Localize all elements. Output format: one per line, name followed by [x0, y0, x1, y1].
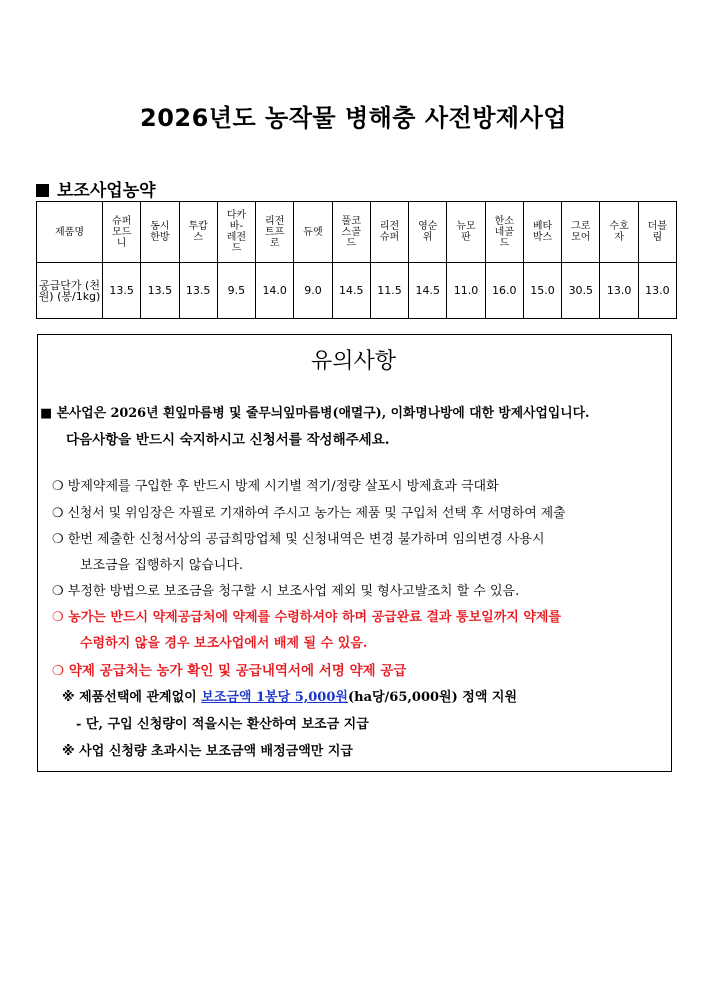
circle-bullet-icon: ❍: [52, 479, 64, 494]
page-title: 2026년도 농작물 병해충 사전방제사업: [140, 104, 567, 132]
price-cell: 30.5: [562, 263, 600, 319]
intro-text-1: 본사업은 2026년 흰잎마름병 및 줄무늬잎마름병(애멸구), 이화명나방에 대한 방제사업입니다.: [56, 406, 590, 421]
note-1-sub: - 단, 구입 신청량이 적을시는 환산하여 보조금 지급: [76, 717, 369, 732]
price-cell: 14.0: [256, 263, 294, 319]
notice-box: [37, 334, 672, 772]
product-name-cell: 다카바-레전드: [217, 202, 255, 263]
price-cell: 9.5: [217, 263, 255, 319]
notice-item-text: 부정한 방법으로 보조금을 청구할 시 보조사업 제외 및 형사고발조치 할 수 있음.: [67, 584, 520, 599]
reference-mark-icon: ※: [62, 744, 75, 759]
price-cell: 13.0: [600, 263, 638, 319]
notice-item-text: 방제약제를 구입한 후 반드시 방제 시기별 적기/정량 살포시 방제효과 극대화: [67, 479, 499, 494]
reference-mark-icon: ※: [62, 690, 75, 705]
note-2: [62, 740, 353, 759]
product-name-cell: 동시한방: [141, 202, 179, 263]
notice-item-1: [52, 475, 499, 494]
product-name-row: [37, 202, 677, 263]
notice-title: 유의사항: [310, 349, 396, 374]
product-name-cell: 듀엣: [294, 202, 332, 263]
notice-item-5: [52, 606, 561, 625]
intro-line-1: [40, 402, 589, 421]
note-1-text-a: 제품선택에 관계없이: [79, 690, 202, 705]
product-name-cell: 리전트프로: [256, 202, 294, 263]
price-cell: 13.0: [638, 263, 676, 319]
note-2-text: 사업 신청량 초과시는 보조금액 배정금액만 지급: [79, 744, 353, 759]
notice-item-6: [52, 659, 406, 679]
square-bullet-icon: [36, 184, 49, 197]
price-cell: 16.0: [485, 263, 523, 319]
product-name-cell: 영순위: [409, 202, 447, 263]
product-name-label: 제품명: [37, 202, 103, 263]
product-name-cell: 뉴모판: [447, 202, 485, 263]
price-label: 공급단가 (천원) (봉/1kg): [37, 263, 103, 319]
price-cell: 13.5: [103, 263, 141, 319]
circle-bullet-icon: ❍: [52, 584, 64, 599]
notice-item-text: 신청서 및 위임장은 자필로 기재하여 주시고 농가는 제품 및 구입처 선택 후 서명하여 제출: [67, 506, 566, 521]
intro-line-2: 다음사항을 반드시 숙지하시고 신청서를 작성해주세요.: [66, 432, 390, 448]
circle-bullet-icon: ❍: [52, 506, 64, 521]
product-name-cell: 한소네골드: [485, 202, 523, 263]
circle-bullet-icon: ❍: [52, 663, 65, 679]
price-cell: 11.0: [447, 263, 485, 319]
price-cell: 15.0: [523, 263, 561, 319]
product-name-cell: 리전슈퍼: [370, 202, 408, 263]
circle-bullet-icon: ❍: [52, 532, 64, 547]
price-cell: 11.5: [370, 263, 408, 319]
notice-item-4: [52, 580, 519, 599]
notice-item-3-cont: 보조금을 집행하지 않습니다.: [80, 558, 244, 573]
section-heading: [36, 176, 156, 201]
product-table: [36, 201, 677, 319]
product-name-cell: 슈퍼모드니: [103, 202, 141, 263]
price-row: [37, 263, 677, 319]
price-cell: 14.5: [409, 263, 447, 319]
product-name-cell: 더블림: [638, 202, 676, 263]
product-name-cell: 수호자: [600, 202, 638, 263]
notice-item-text: 한번 제출한 신청서상의 공급희망업체 및 신청내역은 변경 불가하며 임의변경 사용시: [67, 532, 545, 547]
notice-item-5-cont: 수령하지 않을 경우 보조사업에서 배제 될 수 있음.: [80, 636, 368, 651]
section-title: 보조사업농약: [57, 181, 156, 201]
note-1-text-b: (ha당/65,000원) 정액 지원: [347, 690, 518, 705]
price-cell: 13.5: [179, 263, 217, 319]
product-name-cell: 그로모어: [562, 202, 600, 263]
notice-item-text: 농가는 반드시 약제공급처에 약제를 수령하셔야 하며 공급완료 결과 통보일까지 약제를: [68, 610, 562, 625]
subsidy-amount-link: 보조금액 1봉당 5,000원: [201, 690, 348, 705]
price-cell: 14.5: [332, 263, 370, 319]
note-1: [62, 686, 517, 705]
notice-item-2: [52, 502, 565, 521]
square-bullet-icon: ■: [40, 406, 53, 421]
product-name-cell: 풀코스골드: [332, 202, 370, 263]
notice-item-text: 약제 공급처는 농가 확인 및 공급내역서에 서명 약제 공급: [68, 663, 407, 679]
product-name-cell: 투캅스: [179, 202, 217, 263]
product-name-cell: 베타박스: [523, 202, 561, 263]
notice-item-3: [52, 528, 545, 547]
circle-bullet-icon: ❍: [52, 610, 64, 625]
price-cell: 9.0: [294, 263, 332, 319]
price-cell: 13.5: [141, 263, 179, 319]
